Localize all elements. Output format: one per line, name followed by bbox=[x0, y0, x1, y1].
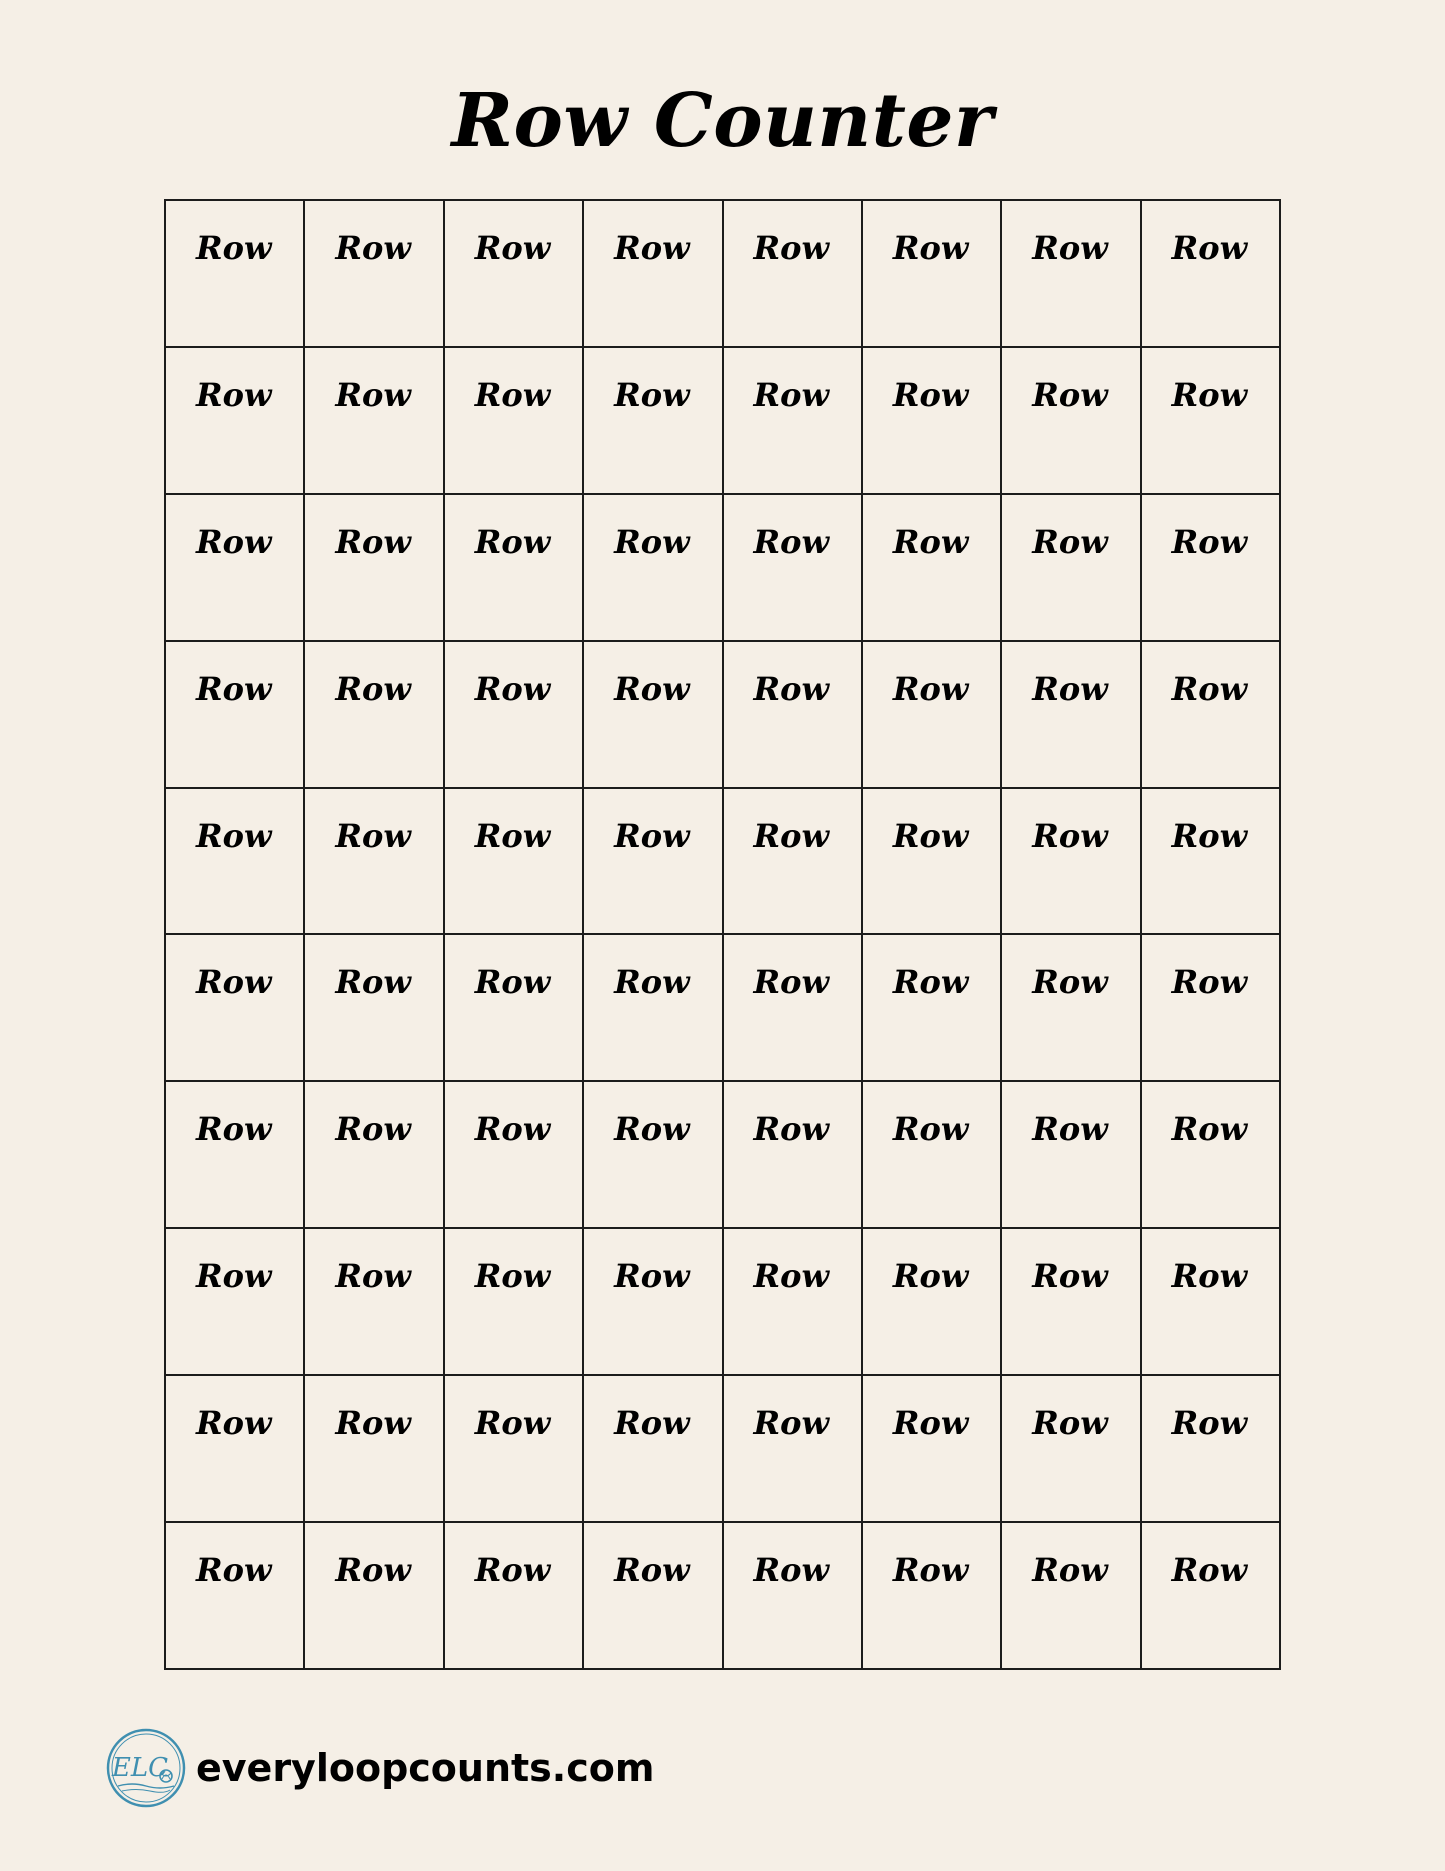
row-cell[interactable] bbox=[583, 1522, 722, 1669]
row-cell[interactable] bbox=[583, 1081, 722, 1228]
row-label: Row bbox=[474, 375, 551, 414]
row-label: Row bbox=[1171, 229, 1248, 267]
row-label: Row bbox=[474, 1551, 551, 1590]
row-label: Row bbox=[474, 1404, 551, 1443]
row-label: Row bbox=[614, 816, 690, 855]
row-cell[interactable] bbox=[304, 1228, 443, 1375]
row-label: Row bbox=[335, 1551, 411, 1590]
row-label: Row bbox=[753, 816, 829, 855]
row-cell[interactable] bbox=[304, 788, 443, 935]
row-label: Row bbox=[196, 1551, 272, 1590]
row-label: Row bbox=[614, 669, 690, 708]
row-cell[interactable] bbox=[444, 347, 583, 494]
row-cell[interactable] bbox=[583, 200, 722, 347]
grid-row bbox=[165, 1375, 1280, 1522]
row-cell[interactable] bbox=[723, 1228, 862, 1375]
row-cell[interactable] bbox=[1001, 200, 1140, 347]
row-label: Row bbox=[1032, 1257, 1108, 1296]
row-cell[interactable] bbox=[444, 641, 583, 788]
row-label: Row bbox=[335, 669, 411, 708]
grid-row bbox=[165, 641, 1280, 788]
row-label: Row bbox=[1171, 816, 1248, 855]
row-label: Row bbox=[753, 229, 829, 267]
row-label: Row bbox=[1171, 1551, 1248, 1590]
row-label: Row bbox=[753, 1110, 829, 1149]
row-label: Row bbox=[474, 229, 551, 267]
grid-row bbox=[165, 200, 1280, 347]
row-label: Row bbox=[614, 375, 690, 414]
row-label: Row bbox=[614, 1404, 690, 1443]
row-label: Row bbox=[753, 669, 829, 708]
row-cell[interactable] bbox=[1001, 1522, 1140, 1669]
row-cell[interactable] bbox=[444, 1375, 583, 1522]
row-label: Row bbox=[474, 1110, 551, 1149]
row-cell[interactable] bbox=[862, 1228, 1001, 1375]
row-cell[interactable] bbox=[1141, 494, 1280, 641]
row-cell[interactable] bbox=[304, 934, 443, 1081]
row-cell[interactable] bbox=[1141, 1522, 1280, 1669]
row-cell[interactable] bbox=[723, 1375, 862, 1522]
row-cell[interactable] bbox=[1141, 200, 1280, 347]
row-cell[interactable] bbox=[1141, 641, 1280, 788]
row-cell[interactable] bbox=[165, 1228, 304, 1375]
row-label: Row bbox=[1032, 816, 1108, 855]
row-cell[interactable] bbox=[444, 788, 583, 935]
row-cell[interactable] bbox=[1001, 1228, 1140, 1375]
row-cell[interactable] bbox=[444, 1081, 583, 1228]
row-label: Row bbox=[1171, 1404, 1248, 1443]
row-cell[interactable] bbox=[444, 1228, 583, 1375]
row-label: Row bbox=[614, 1257, 690, 1296]
row-cell[interactable] bbox=[862, 641, 1001, 788]
row-label: Row bbox=[1032, 669, 1108, 708]
row-label: Row bbox=[196, 1257, 272, 1296]
row-cell[interactable] bbox=[165, 494, 304, 641]
row-cell[interactable] bbox=[1001, 1375, 1140, 1522]
row-cell[interactable] bbox=[1001, 1081, 1140, 1228]
row-cell[interactable] bbox=[862, 1522, 1001, 1669]
row-cell[interactable] bbox=[723, 494, 862, 641]
row-label: Row bbox=[335, 522, 411, 561]
row-label: Row bbox=[335, 1404, 411, 1443]
row-cell[interactable] bbox=[304, 641, 443, 788]
row-cell[interactable] bbox=[165, 934, 304, 1081]
row-cell[interactable] bbox=[304, 494, 443, 641]
row-label: Row bbox=[1032, 1404, 1108, 1443]
row-cell[interactable] bbox=[862, 788, 1001, 935]
row-label: Row bbox=[892, 816, 969, 855]
row-label: Row bbox=[892, 1404, 969, 1443]
row-label: Row bbox=[196, 229, 272, 267]
row-cell[interactable] bbox=[723, 641, 862, 788]
row-label: Row bbox=[1171, 375, 1248, 414]
row-label: Row bbox=[1032, 1551, 1108, 1590]
row-cell[interactable] bbox=[862, 200, 1001, 347]
row-cell[interactable] bbox=[862, 347, 1001, 494]
grid-row bbox=[165, 494, 1280, 641]
row-label: Row bbox=[196, 522, 272, 561]
row-cell[interactable] bbox=[862, 494, 1001, 641]
row-cell[interactable] bbox=[723, 1522, 862, 1669]
grid-row bbox=[165, 934, 1280, 1081]
row-label: Row bbox=[753, 1404, 829, 1443]
row-cell[interactable] bbox=[444, 1522, 583, 1669]
elc-logo-icon bbox=[104, 1726, 188, 1810]
row-label: Row bbox=[614, 522, 690, 561]
row-label: Row bbox=[1032, 963, 1108, 1002]
row-cell[interactable] bbox=[1141, 1375, 1280, 1522]
row-label: Row bbox=[335, 1257, 411, 1296]
row-cell[interactable] bbox=[1141, 1228, 1280, 1375]
row-cell[interactable] bbox=[444, 494, 583, 641]
row-cell[interactable] bbox=[304, 1522, 443, 1669]
row-label: Row bbox=[753, 1551, 829, 1590]
row-label: Row bbox=[335, 963, 411, 1002]
grid-row bbox=[165, 347, 1280, 494]
row-cell[interactable] bbox=[583, 1228, 722, 1375]
row-cell[interactable] bbox=[583, 788, 722, 935]
row-label: Row bbox=[196, 816, 272, 855]
row-cell[interactable] bbox=[165, 641, 304, 788]
row-label: Row bbox=[474, 1257, 551, 1296]
row-label: Row bbox=[892, 1551, 969, 1590]
row-cell[interactable] bbox=[1141, 347, 1280, 494]
row-label: Row bbox=[1171, 522, 1248, 561]
row-cell[interactable] bbox=[165, 200, 304, 347]
row-cell[interactable] bbox=[583, 494, 722, 641]
website-link[interactable]: everyloopcounts.com bbox=[196, 1746, 655, 1790]
row-label: Row bbox=[1171, 963, 1248, 1002]
page-title: Row Counter bbox=[451, 78, 994, 164]
row-label: Row bbox=[474, 963, 551, 1002]
row-label: Row bbox=[474, 669, 551, 708]
grid-row bbox=[165, 1228, 1280, 1375]
row-cell[interactable] bbox=[583, 347, 722, 494]
row-label: Row bbox=[196, 1404, 272, 1443]
row-label: Row bbox=[614, 1551, 690, 1590]
row-cell[interactable] bbox=[1001, 641, 1140, 788]
row-cell[interactable] bbox=[1141, 934, 1280, 1081]
row-label: Row bbox=[1032, 1110, 1108, 1149]
row-label: Row bbox=[614, 229, 690, 267]
row-cell[interactable] bbox=[304, 1081, 443, 1228]
row-cell[interactable] bbox=[1001, 347, 1140, 494]
row-label: Row bbox=[892, 963, 969, 1002]
row-label: Row bbox=[614, 1110, 690, 1149]
logo-text: ELC bbox=[111, 1753, 169, 1783]
row-cell[interactable] bbox=[165, 1081, 304, 1228]
row-label: Row bbox=[892, 229, 969, 267]
row-cell[interactable] bbox=[583, 641, 722, 788]
row-label: Row bbox=[753, 963, 829, 1002]
row-cell[interactable] bbox=[1001, 494, 1140, 641]
row-label: Row bbox=[614, 963, 690, 1002]
row-label: Row bbox=[196, 669, 272, 708]
row-label: Row bbox=[335, 816, 411, 855]
row-cell[interactable] bbox=[723, 200, 862, 347]
row-cell[interactable] bbox=[165, 1375, 304, 1522]
row-label: Row bbox=[753, 1257, 829, 1296]
row-cell[interactable] bbox=[444, 200, 583, 347]
row-cell[interactable] bbox=[1141, 1081, 1280, 1228]
row-label: Row bbox=[892, 669, 969, 708]
row-counter-grid bbox=[164, 199, 1281, 1670]
row-cell[interactable] bbox=[165, 1522, 304, 1669]
row-label: Row bbox=[1171, 1257, 1248, 1296]
row-label: Row bbox=[196, 375, 272, 414]
row-label: Row bbox=[474, 522, 551, 561]
row-cell[interactable] bbox=[304, 1375, 443, 1522]
footer bbox=[104, 1725, 654, 1811]
row-label: Row bbox=[335, 229, 411, 267]
row-label: Row bbox=[1171, 669, 1248, 708]
row-cell[interactable] bbox=[723, 934, 862, 1081]
row-label: Row bbox=[1171, 1110, 1248, 1149]
row-label: Row bbox=[753, 375, 829, 414]
row-label: Row bbox=[753, 522, 829, 561]
row-label: Row bbox=[892, 375, 969, 414]
row-cell[interactable] bbox=[862, 1081, 1001, 1228]
row-cell[interactable] bbox=[304, 347, 443, 494]
row-label: Row bbox=[892, 1257, 969, 1296]
row-cell[interactable] bbox=[1001, 934, 1140, 1081]
row-cell[interactable] bbox=[862, 934, 1001, 1081]
row-label: Row bbox=[1032, 375, 1108, 414]
row-label: Row bbox=[1032, 522, 1108, 561]
row-cell[interactable] bbox=[583, 1375, 722, 1522]
row-cell[interactable] bbox=[583, 934, 722, 1081]
row-label: Row bbox=[892, 522, 969, 561]
row-cell[interactable] bbox=[1001, 788, 1140, 935]
row-cell[interactable] bbox=[1141, 788, 1280, 935]
row-label: Row bbox=[196, 1110, 272, 1149]
grid-row bbox=[165, 1522, 1280, 1669]
row-label: Row bbox=[892, 1110, 969, 1149]
row-cell[interactable] bbox=[165, 347, 304, 494]
row-cell[interactable] bbox=[444, 934, 583, 1081]
grid-row bbox=[165, 1081, 1280, 1228]
row-label: Row bbox=[196, 963, 272, 1002]
row-label: Row bbox=[335, 375, 411, 414]
row-cell[interactable] bbox=[723, 788, 862, 935]
row-cell[interactable] bbox=[723, 347, 862, 494]
row-cell[interactable] bbox=[304, 200, 443, 347]
row-cell[interactable] bbox=[165, 788, 304, 935]
grid-row bbox=[165, 788, 1280, 935]
row-cell[interactable] bbox=[862, 1375, 1001, 1522]
row-cell[interactable] bbox=[723, 1081, 862, 1228]
row-label: Row bbox=[474, 816, 551, 855]
row-label: Row bbox=[1032, 229, 1108, 267]
row-label: Row bbox=[335, 1110, 411, 1149]
